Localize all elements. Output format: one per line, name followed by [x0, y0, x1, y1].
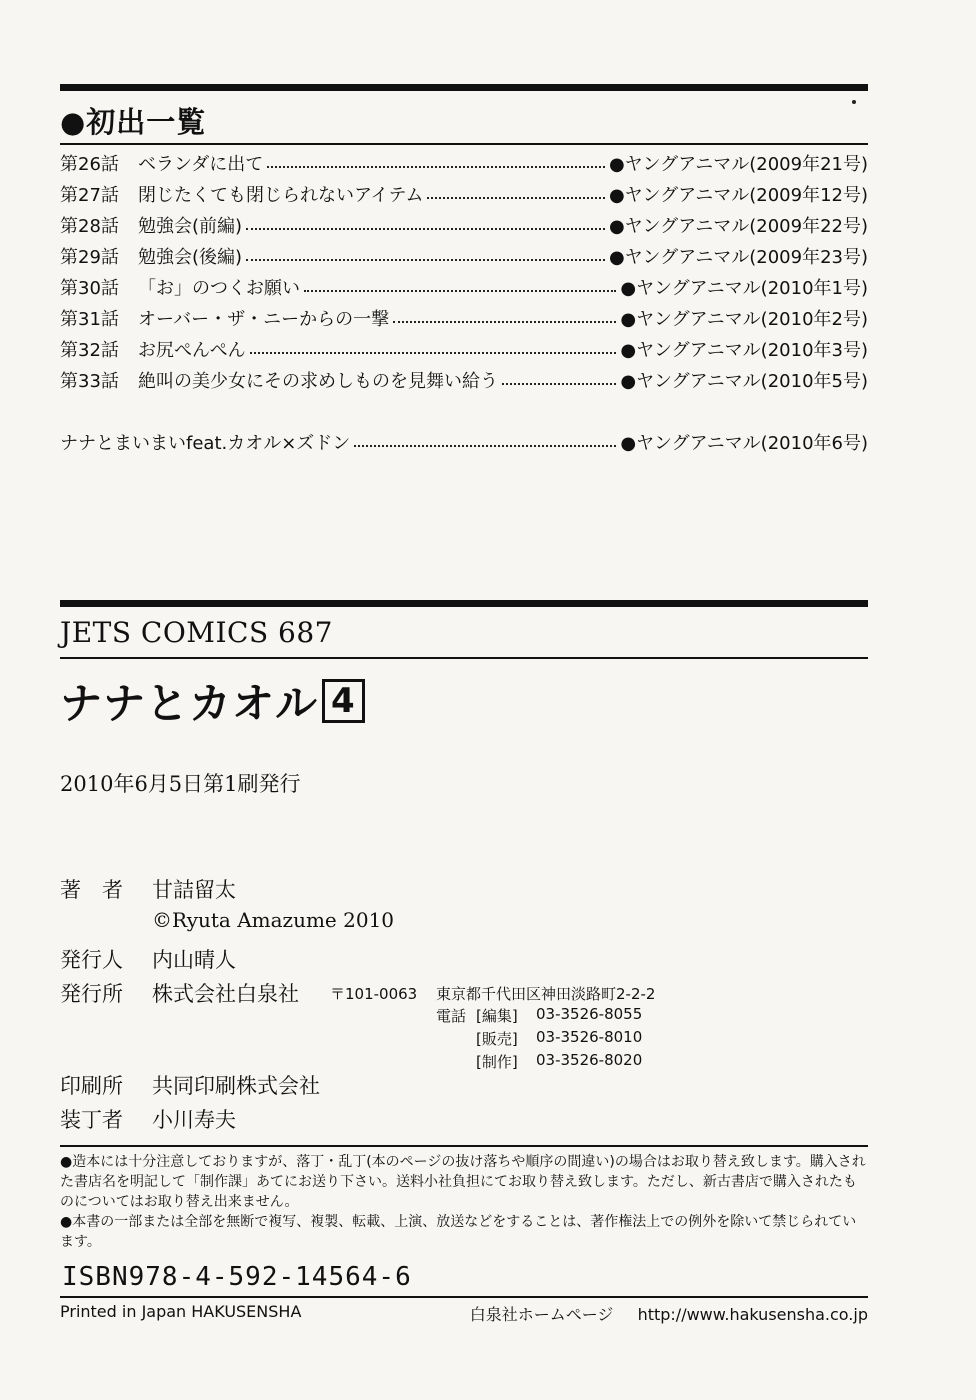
- list-item: [60, 304, 868, 332]
- isbn-rule: [60, 1296, 868, 1298]
- designer-name: 小川寿夫: [152, 1108, 236, 1132]
- homepage: [470, 1302, 868, 1325]
- episode-source: ●ヤングアニマル(2009年23号): [608, 247, 868, 268]
- list-item: [60, 149, 868, 177]
- address: 東京都千代田区神田淡路町2-2-2: [436, 985, 656, 1003]
- episode-number: 第32話: [60, 340, 119, 361]
- postal-code: 〒101-0063: [330, 985, 418, 1003]
- episode-source: ●ヤングアニマル(2009年22号): [608, 216, 868, 237]
- top-thick-rule: [60, 84, 868, 91]
- phone-number: 03-3526-8020: [536, 1051, 643, 1069]
- phone-number: 03-3526-8010: [536, 1028, 643, 1046]
- episode-number: 第28話: [60, 216, 119, 237]
- phone-dept: [制作]: [476, 1053, 518, 1071]
- episode-number: 第33話: [60, 371, 119, 392]
- dotted-leader: [393, 320, 616, 323]
- list-item: [60, 211, 868, 239]
- dotted-leader: [304, 289, 616, 292]
- episode-title: お尻ぺんぺん: [138, 340, 246, 361]
- designer-label: 装丁者: [60, 1108, 123, 1132]
- extra-title: ナナとまいまいfeat.カオル×ズドン: [60, 433, 351, 454]
- episode-source: ●ヤングアニマル(2010年5号): [620, 371, 868, 392]
- episode-title: 絶叫の美少女にその求めしものを見舞い給う: [138, 371, 498, 392]
- list-item-extra: [60, 428, 868, 456]
- author-label: 著 者: [60, 878, 123, 902]
- printed-in: Printed in Japan HAKUSENSHA: [60, 1302, 302, 1321]
- dotted-leader: [502, 382, 616, 385]
- dotted-leader: [250, 351, 617, 354]
- episode-title: 勉強会(前編): [138, 216, 243, 237]
- episode-number: 第26話: [60, 154, 119, 175]
- list-item: [60, 180, 868, 208]
- note-replacement: ●造本には十分注意しておりますが、落丁・乱丁(本のページの抜け落ちや順序の間違い)の場合はお取り替え致します。購入された書店名を明記して「制作課」あてにお送り下さい。送料小社負担にてお取り替え致します。ただし、新古書店で購入されたものについてはお取り替え出来ません。: [60, 1154, 866, 1210]
- copyright: ©Ryuta Amazume 2010: [152, 908, 395, 932]
- series-rule: [60, 657, 868, 659]
- list-item: [60, 366, 868, 394]
- episode-number: 第27話: [60, 185, 119, 206]
- dotted-leader: [246, 258, 605, 261]
- book-title: [60, 671, 365, 731]
- list-item: [60, 273, 868, 301]
- episode-title: 「お」のつくお願い: [138, 278, 300, 299]
- book-title-text: ナナとカオル: [60, 679, 319, 728]
- phone-dept: [編集]: [476, 1007, 518, 1025]
- episode-title: ベランダに出て: [138, 154, 264, 175]
- episode-source: ●ヤングアニマル(2010年3号): [620, 340, 868, 361]
- episode-source: ●ヤングアニマル(2009年21号): [608, 154, 868, 175]
- print-speck: [852, 100, 856, 104]
- author-name: 甘詰留太: [152, 878, 236, 902]
- phone-dept: [販売]: [476, 1030, 518, 1048]
- episode-title: 勉強会(後編): [138, 247, 243, 268]
- episode-number: 第31話: [60, 309, 119, 330]
- publish-date: 2010年6月5日第1刷発行: [60, 772, 301, 796]
- homepage-url: http://www.hakusensha.co.jp: [637, 1305, 868, 1324]
- notes: [60, 1152, 868, 1252]
- homepage-label: 白泉社ホームページ: [469, 1305, 614, 1324]
- series-label: JETS COMICS 687: [60, 616, 333, 649]
- colophon-thick-rule: [60, 600, 868, 607]
- phone-label: 電話: [436, 1007, 467, 1025]
- printer-label: 印刷所: [60, 1074, 123, 1098]
- episode-source: ●ヤングアニマル(2010年2号): [620, 309, 868, 330]
- notes-rule: [60, 1145, 868, 1147]
- publisher-label: 発行所: [60, 982, 123, 1006]
- list-item: [60, 242, 868, 270]
- isbn: ISBN978-4-592-14564-6: [62, 1262, 412, 1292]
- first-appearance-title: ●初出一覧: [60, 105, 207, 139]
- list-title-rule: [60, 143, 868, 145]
- extra-source: ●ヤングアニマル(2010年6号): [620, 433, 868, 454]
- phone-number: 03-3526-8055: [536, 1005, 643, 1023]
- episode-source: ●ヤングアニマル(2009年12号): [608, 185, 868, 206]
- episode-number: 第30話: [60, 278, 119, 299]
- episode-title: 閉じたくても閉じられないアイテム: [138, 185, 424, 206]
- dotted-leader: [354, 444, 616, 447]
- publisher-person: 内山晴人: [152, 948, 236, 972]
- list-item: [60, 335, 868, 363]
- dotted-leader: [246, 227, 605, 230]
- episode-title: オーバー・ザ・ニーからの一撃: [138, 309, 390, 330]
- episode-source: ●ヤングアニマル(2010年1号): [620, 278, 868, 299]
- publisher-person-label: 発行人: [60, 948, 123, 972]
- dotted-leader: [267, 165, 605, 168]
- episode-number: 第29話: [60, 247, 119, 268]
- printer-name: 共同印刷株式会社: [152, 1074, 320, 1098]
- publisher-name: 株式会社白泉社: [152, 982, 299, 1006]
- dotted-leader: [427, 196, 604, 199]
- note-copyright: ●本書の一部または全部を無断で複写、複製、転載、上演、放送などをすることは、著作権法上での例外を除いて禁じられています。: [60, 1214, 857, 1250]
- volume-number: 4: [322, 679, 365, 723]
